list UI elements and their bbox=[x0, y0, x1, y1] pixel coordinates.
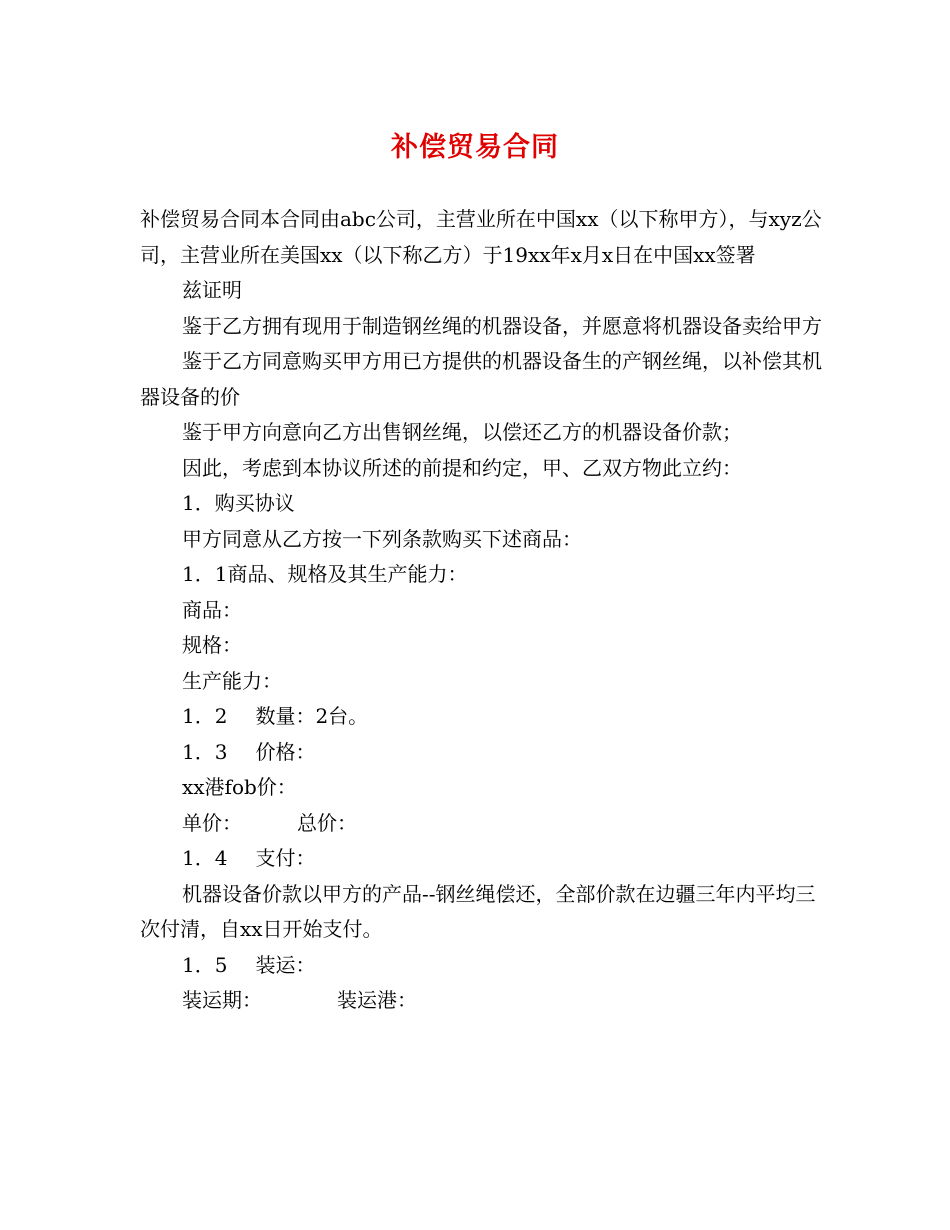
clause-1-1: 1．1商品、规格及其生产能力： bbox=[182, 562, 468, 586]
clause-1-3-number: 1．3 bbox=[182, 739, 228, 764]
recital-3: 鉴于甲方向意向乙方出售钢丝绳，以偿还乙方的机器设备价款； bbox=[182, 420, 742, 444]
shipping-period-label: 装运期： bbox=[182, 988, 262, 1012]
capacity-label: 生产能力： bbox=[182, 668, 282, 693]
clause-1-5-number: 1．5 bbox=[182, 952, 228, 977]
payment-paragraph: 机器设备价款以甲方的产品--钢丝绳偿还，全部价款在边疆三年内平均三次付清，自xx日开始支付。 bbox=[140, 881, 816, 941]
price-line bbox=[140, 806, 830, 842]
therefore-line: 因此，考虑到本协议所述的前提和约定，甲、乙双方物此立约： bbox=[182, 455, 742, 480]
document-title: 补偿贸易合同 bbox=[391, 132, 559, 163]
clause-1-4-number: 1．4 bbox=[182, 846, 228, 870]
fob-label: xx港fob价： bbox=[182, 775, 297, 799]
clause-1-2-text: 数量：2台。 bbox=[255, 704, 369, 728]
total-price-label: 总价： bbox=[297, 810, 357, 835]
shipping-line bbox=[140, 983, 830, 1019]
clause-1-4 bbox=[140, 841, 830, 877]
clause-1-2 bbox=[140, 699, 830, 735]
section-1-text: 甲方同意从乙方按一下列条款购买下述商品： bbox=[182, 526, 582, 551]
shipping-port-label: 装运港： bbox=[337, 988, 417, 1012]
intro-paragraph: 补偿贸易合同本合同由abc公司，主营业所在中国xx（以下称甲方），与xyz公司，主营业所在美国xx（以下称乙方）于19xx年x月x日在中国xx签署 bbox=[140, 207, 822, 267]
unit-price-label: 单价： bbox=[182, 810, 242, 835]
witness-line: 兹证明 bbox=[182, 278, 242, 302]
clause-1-4-text: 支付： bbox=[255, 846, 316, 870]
document-body bbox=[140, 202, 830, 1019]
recital-1: 鉴于乙方拥有现用于制造钢丝绳的机器设备，并愿意将机器设备卖给甲方 bbox=[182, 313, 822, 338]
spec-label: 规格： bbox=[182, 633, 242, 657]
goods-label: 商品： bbox=[182, 597, 242, 622]
recital-2: 鉴于乙方同意购买甲方用已方提供的机器设备生的产钢丝绳，以补偿其机器设备的价 bbox=[140, 349, 822, 409]
clause-1-5 bbox=[140, 948, 830, 984]
clause-1-3 bbox=[140, 735, 830, 771]
section-1-heading: 1．购买协议 bbox=[182, 491, 295, 515]
clause-1-5-text: 装运： bbox=[255, 952, 316, 977]
clause-1-2-number: 1．2 bbox=[182, 704, 228, 728]
clause-1-3-text: 价格： bbox=[255, 739, 316, 764]
